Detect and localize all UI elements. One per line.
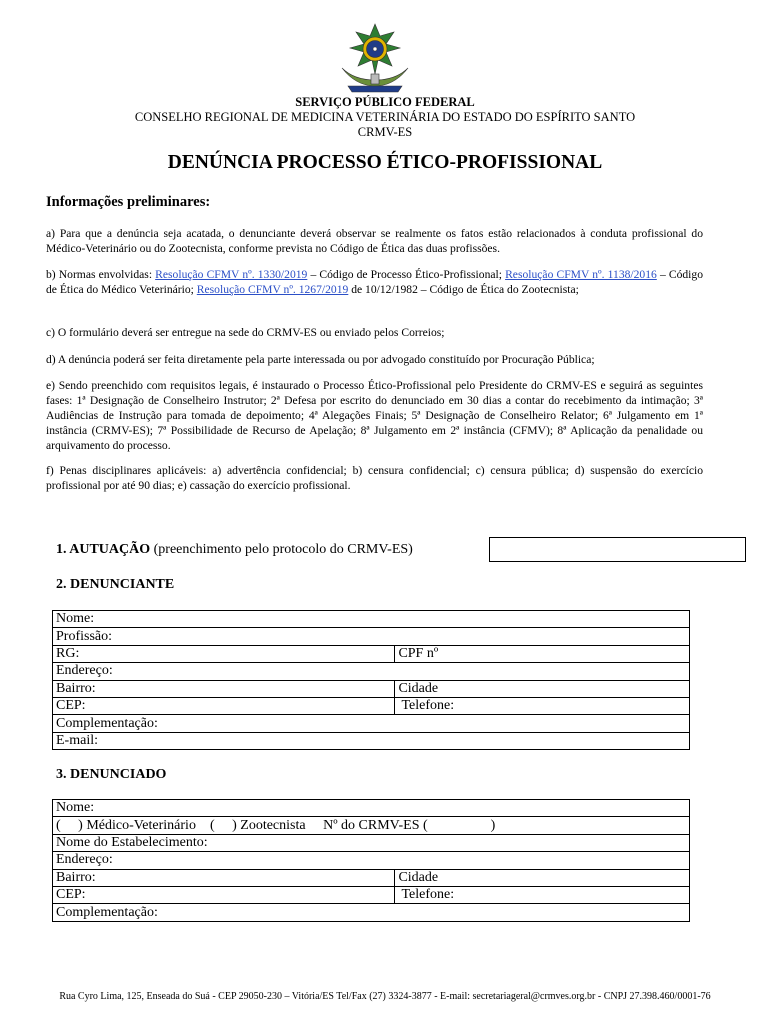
header-line1: SERVIÇO PÚBLICO FEDERAL [295, 95, 475, 109]
link-resolucao-1267[interactable]: Resolução CFMV nº. 1267/2019 [196, 283, 349, 296]
section-denunciante-heading: 2. DENUNCIANTE [56, 577, 175, 592]
prelim-item-b [46, 267, 703, 297]
prelim-item-a: a) Para que a denúncia seja acatada, o denunciante deverá observar se realmente os fatos estão relacionados à conduta profissional do Médico-Veterinário ou do Zootecnista, conforme prevista no Código de Ética das duas profissões. [46, 227, 703, 255]
prelim-b-text3: – Código de Ética do Médico Veterinário; [46, 268, 703, 296]
prelim-item-d: d) A denúncia poderá ser feita diretamente pela parte interessada ou por advogado constituído por Procuração Pública; [46, 353, 595, 366]
prelim-item-e: e) Sendo preenchido com requisitos legais, é instaurado o Processo Ético-Profissional pelo Presidente do CRMV-ES e seguirá as seguintes fases: 1ª Designação de Conselheiro Instrutor; 2ª Defesa por escrito do denunciado em 30 dias a contar do recebimento da intimação; 3ª Audiências de Instrução para tomada de depoimento; 4ª Alegações Finais; 5ª Designação de Conselheiro Relator; 6ª Julgamento em 1ª instância (CRMV-ES); 7ª Possibilidade de Recurso de Apelação; 8ª Julgamento em 2ª instância (CFMV); 8ª Aplicação da penalidade ou arquivamento do processo. [46, 379, 703, 452]
header-line2: CONSELHO REGIONAL DE MEDICINA VETERINÁRIA DO ESTADO DO ESPÍRITO SANTO [134, 110, 636, 124]
prelim-item-f: f) Penas disciplinares aplicáveis: a) advertência confidencial; b) censura confidencial; c) censura pública; d) suspensão do exercício profissional por até 90 dias; e) cassação do exercício profissional. [46, 464, 703, 492]
header-institution [0, 95, 770, 140]
prelim-heading: Informações preliminares: [46, 194, 211, 210]
denunciado-endereco-field[interactable]: Endereço: [53, 852, 690, 869]
prelim-b-text4: de 10/12/1982 – Código de Ética do Zootecnista; [348, 283, 579, 296]
denunciado-estabelecimento-field[interactable]: Nome do Estabelecimento: [53, 834, 690, 851]
denunciante-endereco-field[interactable]: Endereço: [53, 663, 690, 680]
denunciado-tipo-options[interactable]: ( ) Médico-Veterinário ( ) Zootecnista Nº do CRMV-ES ( ) [53, 817, 690, 834]
denunciante-cidade-field[interactable]: Cidade [395, 680, 690, 697]
denunciante-form [52, 610, 690, 750]
document-title: DENÚNCIA PROCESSO ÉTICO-PROFISSIONAL [167, 152, 603, 173]
prelim-b-text2: – Código de Processo Ético-Profissional; [307, 268, 506, 281]
denunciante-rg-field[interactable]: RG: [53, 645, 395, 662]
prelim-b-text1: b) Normas envolvidas: [46, 268, 156, 281]
section-autuacao-heading [56, 542, 413, 558]
section-autuacao-note: (preenchimento pelo protocolo do CRMV-ES) [153, 542, 413, 557]
denunciado-cep-field[interactable]: CEP: [53, 886, 395, 903]
denunciado-cidade-field[interactable]: Cidade [395, 869, 690, 886]
denunciado-form [52, 799, 690, 922]
section-denunciado-heading: 3. DENUNCIADO [56, 767, 167, 782]
denunciante-nome-field[interactable]: Nome: [53, 611, 690, 628]
denunciado-bairro-field[interactable]: Bairro: [53, 869, 395, 886]
coat-of-arms-icon [334, 22, 416, 96]
section-autuacao-number: 1. AUTUAÇÃO [56, 542, 151, 557]
denunciante-bairro-field[interactable]: Bairro: [53, 680, 395, 697]
denunciado-nome-field[interactable]: Nome: [53, 800, 690, 817]
denunciado-complementacao-field[interactable]: Complementação: [53, 904, 690, 921]
footer-contact: Rua Cyro Lima, 125, Enseada do Suá - CEP 29050-230 – Vitória/ES Tel/Fax (27) 3324-3877 - E-mail: secretariageral@crmves.org.br - CNPJ 27.398.460/0001-76 [59, 991, 711, 1002]
protocol-number-field[interactable] [489, 537, 746, 562]
header-line3: CRMV-ES [357, 125, 413, 139]
denunciante-cep-field[interactable]: CEP: [53, 697, 395, 714]
denunciante-telefone-field[interactable]: Telefone: [395, 697, 690, 714]
denunciante-profissao-field[interactable]: Profissão: [53, 628, 690, 645]
prelim-item-c: c) O formulário deverá ser entregue na sede do CRMV-ES ou enviado pelos Correios; [46, 326, 445, 339]
link-resolucao-1330[interactable]: Resolução CFMV nº. 1330/2019 [155, 268, 308, 281]
denunciante-cpf-field[interactable]: CPF nº [395, 645, 690, 662]
denunciante-complementacao-field[interactable]: Complementação: [53, 715, 690, 732]
denunciante-email-field[interactable]: E-mail: [53, 732, 690, 749]
denunciado-telefone-field[interactable]: Telefone: [395, 886, 690, 903]
link-resolucao-1138[interactable]: Resolução CFMV nº. 1138/2016 [505, 268, 657, 281]
